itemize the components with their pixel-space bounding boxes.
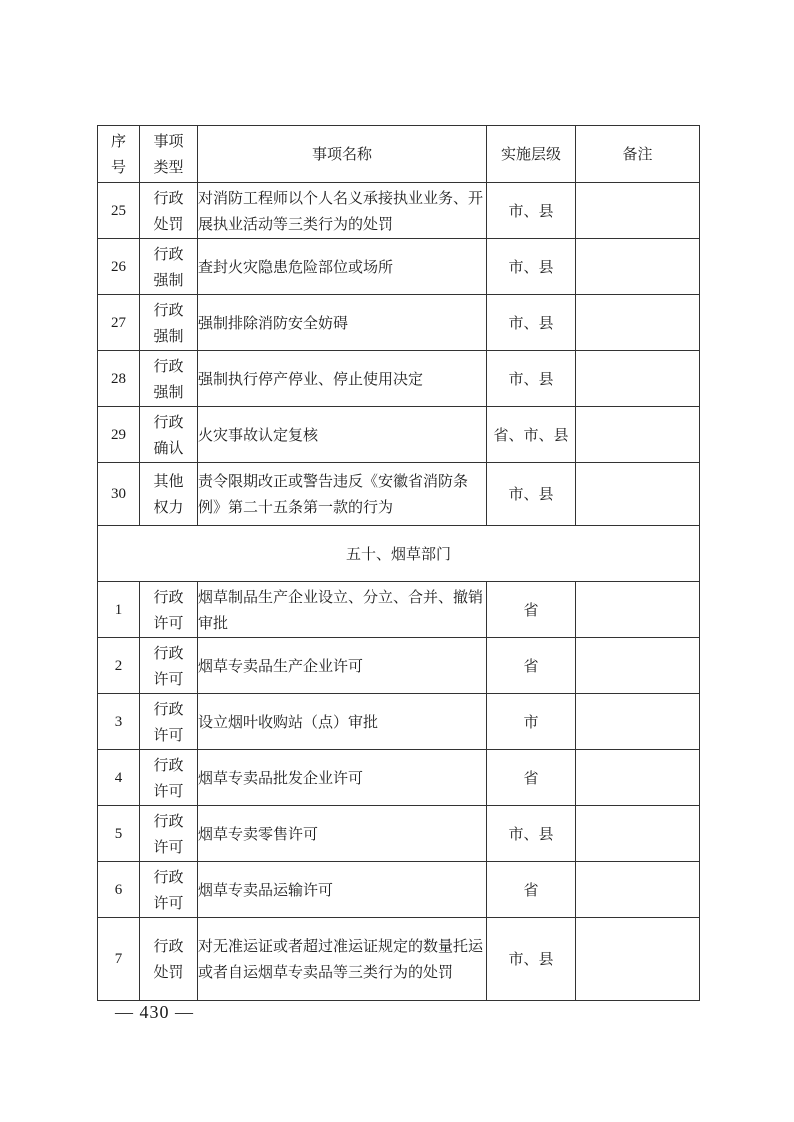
row-type: 行政许可 bbox=[140, 638, 198, 694]
row-level: 省 bbox=[487, 862, 576, 918]
table-row bbox=[98, 183, 700, 239]
row-name: 烟草专卖品批发企业许可 bbox=[198, 750, 487, 806]
row-note bbox=[576, 638, 700, 694]
table-row bbox=[98, 239, 700, 295]
row-level: 市、县 bbox=[487, 463, 576, 526]
row-seq: 6 bbox=[98, 862, 140, 918]
table-row bbox=[98, 638, 700, 694]
row-seq: 28 bbox=[98, 351, 140, 407]
row-seq: 3 bbox=[98, 694, 140, 750]
row-seq: 27 bbox=[98, 295, 140, 351]
row-type: 行政强制 bbox=[140, 239, 198, 295]
row-type: 行政处罚 bbox=[140, 918, 198, 1001]
item-table bbox=[97, 125, 700, 1001]
row-note bbox=[576, 918, 700, 1001]
row-name: 烟草专卖品运输许可 bbox=[198, 862, 487, 918]
row-level: 市 bbox=[487, 694, 576, 750]
row-seq: 4 bbox=[98, 750, 140, 806]
row-type: 行政强制 bbox=[140, 295, 198, 351]
section-title: 五十、烟草部门 bbox=[98, 526, 700, 582]
row-level: 市、县 bbox=[487, 918, 576, 1001]
table-row bbox=[98, 806, 700, 862]
row-name: 强制执行停产停业、停止使用决定 bbox=[198, 351, 487, 407]
row-type: 行政许可 bbox=[140, 582, 198, 638]
row-name: 责令限期改正或警告违反《安徽省消防条例》第二十五条第一款的行为 bbox=[198, 463, 487, 526]
row-name: 烟草专卖零售许可 bbox=[198, 806, 487, 862]
row-level: 省 bbox=[487, 750, 576, 806]
header-level: 实施层级 bbox=[487, 126, 576, 183]
header-name: 事项名称 bbox=[198, 126, 487, 183]
table-row bbox=[98, 582, 700, 638]
row-seq: 25 bbox=[98, 183, 140, 239]
row-level: 省 bbox=[487, 582, 576, 638]
page-number: — 430 — bbox=[115, 1002, 194, 1022]
row-seq: 7 bbox=[98, 918, 140, 1001]
row-note bbox=[576, 407, 700, 463]
header-row bbox=[98, 126, 700, 183]
row-name: 设立烟叶收购站（点）审批 bbox=[198, 694, 487, 750]
row-type: 其他权力 bbox=[140, 463, 198, 526]
row-name: 对消防工程师以个人名义承接执业业务、开展执业活动等三类行为的处罚 bbox=[198, 183, 487, 239]
table-row bbox=[98, 918, 700, 1001]
row-note bbox=[576, 862, 700, 918]
row-type: 行政许可 bbox=[140, 862, 198, 918]
row-level: 市、县 bbox=[487, 351, 576, 407]
row-note bbox=[576, 183, 700, 239]
row-seq: 29 bbox=[98, 407, 140, 463]
row-level: 市、县 bbox=[487, 239, 576, 295]
row-name: 火灾事故认定复核 bbox=[198, 407, 487, 463]
row-level: 市、县 bbox=[487, 295, 576, 351]
row-type: 行政处罚 bbox=[140, 183, 198, 239]
row-level: 市、县 bbox=[487, 183, 576, 239]
row-name: 对无准运证或者超过准运证规定的数量托运或者自运烟草专卖品等三类行为的处罚 bbox=[198, 918, 487, 1001]
row-name: 烟草专卖品生产企业许可 bbox=[198, 638, 487, 694]
row-type: 行政许可 bbox=[140, 806, 198, 862]
row-note bbox=[576, 582, 700, 638]
row-seq: 5 bbox=[98, 806, 140, 862]
row-note bbox=[576, 694, 700, 750]
row-name: 强制排除消防安全妨碍 bbox=[198, 295, 487, 351]
row-note bbox=[576, 239, 700, 295]
table-row bbox=[98, 463, 700, 526]
row-type: 行政确认 bbox=[140, 407, 198, 463]
table-row bbox=[98, 351, 700, 407]
row-seq: 2 bbox=[98, 638, 140, 694]
row-name: 查封火灾隐患危险部位或场所 bbox=[198, 239, 487, 295]
row-seq: 26 bbox=[98, 239, 140, 295]
row-type: 行政许可 bbox=[140, 750, 198, 806]
header-type: 事项类型 bbox=[140, 126, 198, 183]
row-level: 省、市、县 bbox=[487, 407, 576, 463]
row-note bbox=[576, 295, 700, 351]
table-row bbox=[98, 295, 700, 351]
row-note bbox=[576, 351, 700, 407]
row-level: 省 bbox=[487, 638, 576, 694]
row-level: 市、县 bbox=[487, 806, 576, 862]
row-type: 行政强制 bbox=[140, 351, 198, 407]
table-row bbox=[98, 407, 700, 463]
table-row bbox=[98, 862, 700, 918]
row-name: 烟草制品生产企业设立、分立、合并、撤销审批 bbox=[198, 582, 487, 638]
row-seq: 30 bbox=[98, 463, 140, 526]
row-note bbox=[576, 463, 700, 526]
header-seq: 序号 bbox=[98, 126, 140, 183]
row-note bbox=[576, 750, 700, 806]
table-row bbox=[98, 694, 700, 750]
row-seq: 1 bbox=[98, 582, 140, 638]
row-type: 行政许可 bbox=[140, 694, 198, 750]
section-row bbox=[98, 526, 700, 582]
table-row bbox=[98, 750, 700, 806]
row-note bbox=[576, 806, 700, 862]
header-note: 备注 bbox=[576, 126, 700, 183]
